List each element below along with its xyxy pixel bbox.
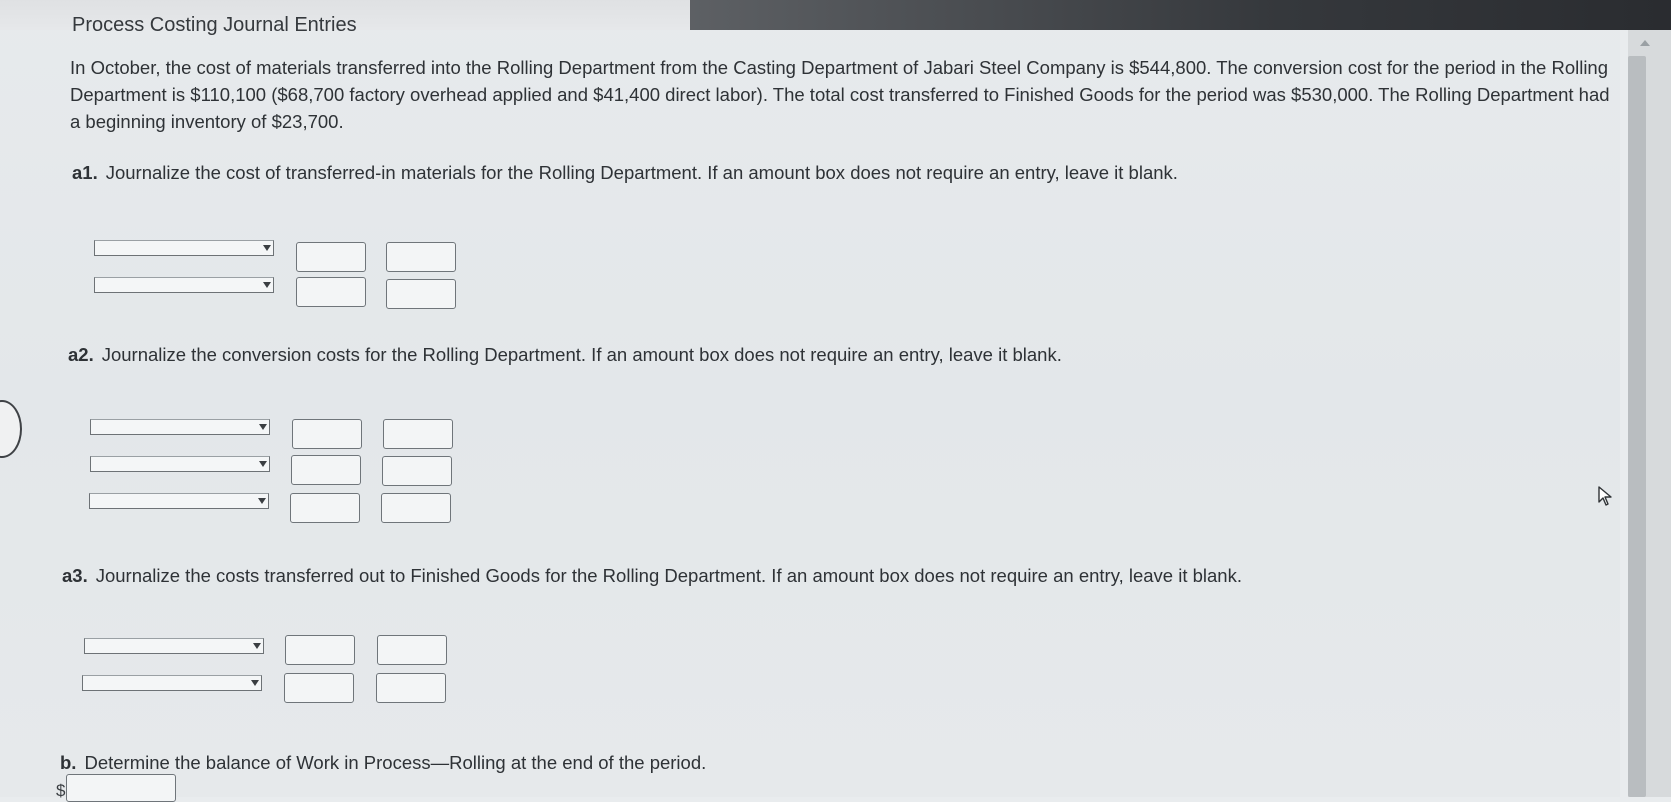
a2-debit-input-3[interactable] xyxy=(290,493,360,523)
question-a1-text: Journalize the cost of transferred-in materials for the Rolling Department. If an amount box does not require an entry, leave it blank. xyxy=(105,162,1178,183)
vertical-scrollbar[interactable] xyxy=(1628,30,1671,797)
mouse-pointer-icon xyxy=(1598,486,1614,508)
a2-credit-input-3[interactable] xyxy=(381,493,451,523)
scrollbar-thumb[interactable] xyxy=(1628,56,1646,797)
a2-credit-input-1[interactable] xyxy=(383,419,453,449)
a1-account-select-2[interactable] xyxy=(94,277,274,293)
a2-credit-input-2[interactable] xyxy=(382,456,452,486)
a3-credit-input-1[interactable] xyxy=(377,635,447,665)
top-bar-dark-strip xyxy=(690,0,1671,30)
question-a1-label: a1. xyxy=(72,162,98,183)
a1-account-select-1[interactable] xyxy=(94,240,274,256)
wip-balance-input[interactable] xyxy=(66,774,176,802)
chevron-down-icon xyxy=(253,643,261,649)
chevron-down-icon xyxy=(263,282,271,288)
a2-debit-input-2[interactable] xyxy=(291,455,361,485)
a3-debit-input-2[interactable] xyxy=(284,673,354,703)
question-a2 xyxy=(68,344,1062,366)
question-a1 xyxy=(72,162,1178,184)
question-a3-text: Journalize the costs transferred out to Finished Goods for the Rolling Department. If an amount box does not require an entry, leave it blank. xyxy=(95,565,1242,586)
a3-account-select-1[interactable] xyxy=(84,638,264,654)
question-a3-label: a3. xyxy=(62,565,88,586)
a3-debit-input-1[interactable] xyxy=(285,635,355,665)
a3-account-select-2[interactable] xyxy=(82,675,262,691)
chevron-down-icon xyxy=(259,424,267,430)
question-b-text: Determine the balance of Work in Process—Rolling at the end of the period. xyxy=(84,752,707,773)
question-a2-text: Journalize the conversion costs for the Rolling Department. If an amount box does not require an entry, leave it blank. xyxy=(101,344,1062,365)
a2-account-select-2[interactable] xyxy=(90,456,270,472)
a1-debit-input-2[interactable] xyxy=(296,277,366,307)
a2-account-select-3[interactable] xyxy=(89,493,269,509)
a1-debit-input-1[interactable] xyxy=(296,242,366,272)
scroll-up-arrow-icon[interactable] xyxy=(1640,40,1650,46)
a2-account-select-1[interactable] xyxy=(90,419,270,435)
currency-symbol: $ xyxy=(56,781,66,800)
a3-credit-input-2[interactable] xyxy=(376,673,446,703)
a2-debit-input-1[interactable] xyxy=(292,419,362,449)
a1-credit-input-2[interactable] xyxy=(386,279,456,309)
problem-statement: In October, the cost of materials transferred into the Rolling Department from the Casting Department of Jabari Steel Company is $544,800. The conversion cost for the period in the Rolling Department is $110,100 ($68,700 factory overhead applied and $41,400 direct labor). The total cost transferred to Finished Goods for the period was $530,000. The Rolling Department had a beginning inventory of $23,700. xyxy=(70,57,1610,132)
chevron-down-icon xyxy=(259,461,267,467)
question-b xyxy=(60,752,706,774)
chevron-down-icon xyxy=(263,245,271,251)
chevron-down-icon xyxy=(251,680,259,686)
question-a3 xyxy=(62,565,1242,587)
a1-credit-input-1[interactable] xyxy=(386,242,456,272)
question-a2-label: a2. xyxy=(68,344,94,365)
page-title: Process Costing Journal Entries xyxy=(72,14,357,36)
chevron-down-icon xyxy=(258,498,266,504)
question-b-label: b. xyxy=(60,752,77,773)
